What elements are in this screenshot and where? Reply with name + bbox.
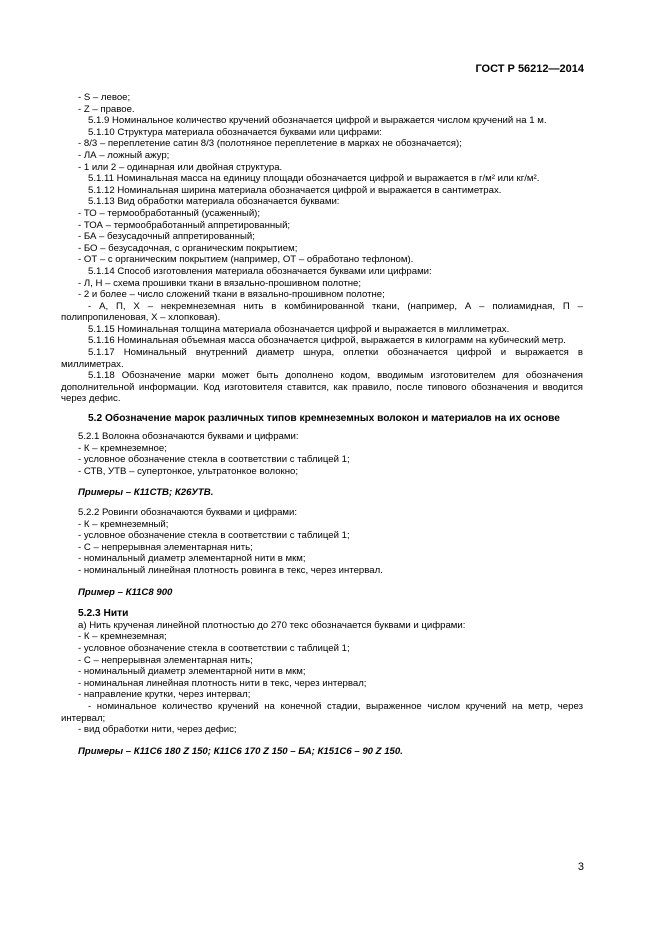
list-item: - номинальный линейная плотность ровинга в текс, через интервал. xyxy=(78,564,383,576)
list-item: - ТОА – термообработанный аппретированный; xyxy=(78,219,291,231)
list-item: - ЛА – ложный ажур; xyxy=(78,149,170,161)
list-item: - К – кремнеземный; xyxy=(78,518,169,530)
list-item: - А, П, Х – некремнеземная нить в комбинированной ткани, (например, А – полиамидная, П – полипропиленовая, Х – хлопковая). xyxy=(61,300,583,324)
list-item: - БА – безусадочный аппретированный; xyxy=(78,231,255,243)
document-body xyxy=(61,92,583,765)
list-item: - 8/3 – переплетение сатин 8/3 (полотняное переплетение в марках не обозначается); xyxy=(78,138,462,150)
list-item: - вид обработки нити, через дефис; xyxy=(78,724,237,736)
list-item: - номинальная линейная плотность нити в текс, через интервал; xyxy=(78,677,367,689)
section-heading-5-2-3: 5.2.3 Нити xyxy=(78,608,129,620)
paragraph: 5.1.9 Номинальное количество кручений обозначается цифрой и выражается числом кручений на 1 м. xyxy=(88,115,547,127)
list-item: - номинальное количество кручений на конечной стадии, выраженное числом кручений на метр, через интервал; xyxy=(61,700,583,724)
list-item: - К – кремнеземная; xyxy=(78,631,167,643)
list-item: - условное обозначение стекла в соответствии с таблицей 1; xyxy=(78,454,350,466)
list-item: - направление крутки, через интервал; xyxy=(78,689,251,701)
list-item: - ТО – термообработанный (усаженный); xyxy=(78,207,261,219)
list-item: - условное обозначение стекла в соответствии с таблицей 1; xyxy=(78,530,350,542)
list-item: - К – кремнеземное; xyxy=(78,442,167,454)
section-heading-5-2: 5.2 Обозначение марок различных типов кремнеземных волокон и материалов на их основе xyxy=(88,413,560,425)
paragraph: 5.1.17 Номинальный внутренний диаметр шнура, оплетки обозначается цифрой и выражается в миллиметрах. xyxy=(61,347,583,370)
paragraph: 5.1.15 Номинальная толщина материала обозначается цифрой и выражается в миллиметрах. xyxy=(88,323,510,335)
list-item: - СТВ, УТВ – супертонкое, ультратонкое волокно; xyxy=(78,465,299,477)
example-text: Пример – К11С8 900 xyxy=(78,586,173,598)
list-item: - 2 и более – число сложений ткани в вязально-прошивном полотне; xyxy=(78,289,385,301)
list-item: - условное обозначение стекла в соответствии с таблицей 1; xyxy=(78,642,350,654)
paragraph: 5.1.11 Номинальная масса на единицу площади обозначается цифрой и выражается в г/м² или кг/м². xyxy=(88,173,540,185)
list-item: - ОТ – с органическим покрытием (например, ОТ – обработано тефлоном). xyxy=(78,254,414,266)
list-item: - S – левое; xyxy=(78,92,131,103)
list-item: - номинальный диаметр элементарной нити в мкм; xyxy=(78,553,306,565)
paragraph: 5.1.18 Обозначение марки может быть дополнено кодом, вводимым изготовителем для обозначения дополнительной информации. Код изготовителя ставится, как правило, после типового обозначения и вводится через дефис. xyxy=(61,370,583,405)
paragraph: 5.1.10 Структура материала обозначается буквами или цифрами: xyxy=(88,126,382,138)
list-item: - С – непрерывная элементарная нить; xyxy=(78,541,253,553)
list-item: - 1 или 2 – одинарная или двойная структура. xyxy=(78,161,283,173)
paragraph: 5.2.1 Волокна обозначаются буквами и цифрами: xyxy=(78,431,299,443)
page-number: 3 xyxy=(577,861,584,873)
list-item: - номинальный диаметр элементарной нити в мкм; xyxy=(78,666,306,678)
example-text: Примеры – К11С6 180 Z 150; К11С6 170 Z 150 – БА; К151С6 – 90 Z 150. xyxy=(78,745,403,757)
list-item: - С – непрерывная элементарная нить; xyxy=(78,654,253,666)
paragraph: 5.1.14 Способ изготовления материала обозначается буквами или цифрами: xyxy=(88,265,432,277)
list-item: - Z – правое. xyxy=(78,103,135,115)
document-id-header: ГОСТ Р 56212—2014 xyxy=(475,63,584,75)
paragraph: 5.1.12 Номинальная ширина материала обозначается цифрой и выражается в сантиметрах. xyxy=(88,184,502,196)
paragraph: 5.2.2 Ровинги обозначаются буквами и цифрами: xyxy=(78,507,298,518)
paragraph: 5.1.13 Вид обработки материала обозначается буквами: xyxy=(88,196,340,208)
paragraph: 5.1.16 Номинальная объемная масса обозначается цифрой, выражается в килограмм на кубический метр. xyxy=(88,335,566,347)
list-item: - БО – безусадочная, с органическим покрытием; xyxy=(78,242,298,254)
example-text: Примеры – К11СТВ; К26УТВ. xyxy=(78,487,214,499)
paragraph: а) Нить крученая линейной плотностью до 270 текс обозначается буквами и цифрами: xyxy=(78,619,466,631)
list-item: - Л, Н – схема прошивки ткани в вязально-прошивном полотне; xyxy=(78,277,362,289)
